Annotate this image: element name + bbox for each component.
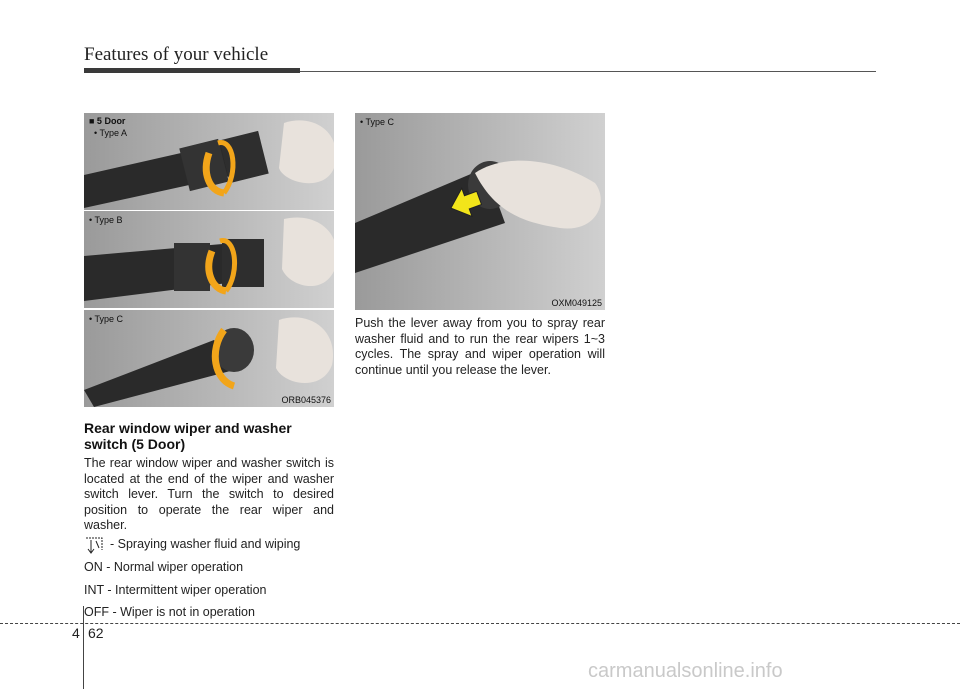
list-item-spray: - Spraying washer fluid and wiping bbox=[110, 537, 301, 551]
intro-paragraph: The rear window wiper and washer switch is located at the end of the wiper and washer switch lever. Turn the switch to desired position to operate the rear wiper and washer. bbox=[84, 456, 334, 532]
page-header-title: Features of your vehicle bbox=[84, 44, 269, 65]
figure-section-label: ■ 5 Door bbox=[89, 116, 126, 126]
header-rule-thick bbox=[84, 68, 300, 73]
header-rule-thin bbox=[300, 71, 876, 72]
figure-panel-right-type-c bbox=[355, 113, 605, 310]
figure-label-type-a: • Type A bbox=[94, 128, 128, 138]
figure-code: ORB045376 bbox=[281, 395, 331, 405]
footer-divider bbox=[83, 606, 84, 689]
footer-rule bbox=[0, 623, 960, 624]
wiper-switch-illustration bbox=[355, 113, 605, 310]
figure-label-type-b: • Type B bbox=[89, 215, 123, 225]
figure-panel-type-b bbox=[84, 211, 334, 308]
right-paragraph: Push the lever away from you to spray rear washer fluid and to run the rear wipers 1~3 cycles. The spray and wiper operation will continue until you release the lever. bbox=[355, 316, 605, 377]
chapter-number: 4 bbox=[72, 625, 80, 641]
page-number: 62 bbox=[88, 625, 104, 641]
watermark: carmanualsonline.info bbox=[588, 660, 783, 682]
list-item-off: OFF - Wiper is not in operation bbox=[84, 605, 255, 619]
figure-panel-type-c bbox=[84, 310, 334, 407]
washer-spray-icon bbox=[84, 536, 104, 554]
section-heading-line-2: switch (5 Door) bbox=[84, 436, 186, 452]
list-item-int: INT - Intermittent wiper operation bbox=[84, 583, 267, 597]
figure-panel-type-a bbox=[84, 113, 334, 210]
section-heading bbox=[84, 420, 344, 452]
figure-code: OXM049125 bbox=[551, 298, 602, 308]
list-item-on: ON - Normal wiper operation bbox=[84, 560, 244, 574]
figure-label-type-c: • Type C bbox=[360, 117, 395, 127]
section-heading-line-1: Rear window wiper and washer bbox=[84, 420, 292, 436]
figure-label-type-c: • Type C bbox=[89, 314, 124, 324]
